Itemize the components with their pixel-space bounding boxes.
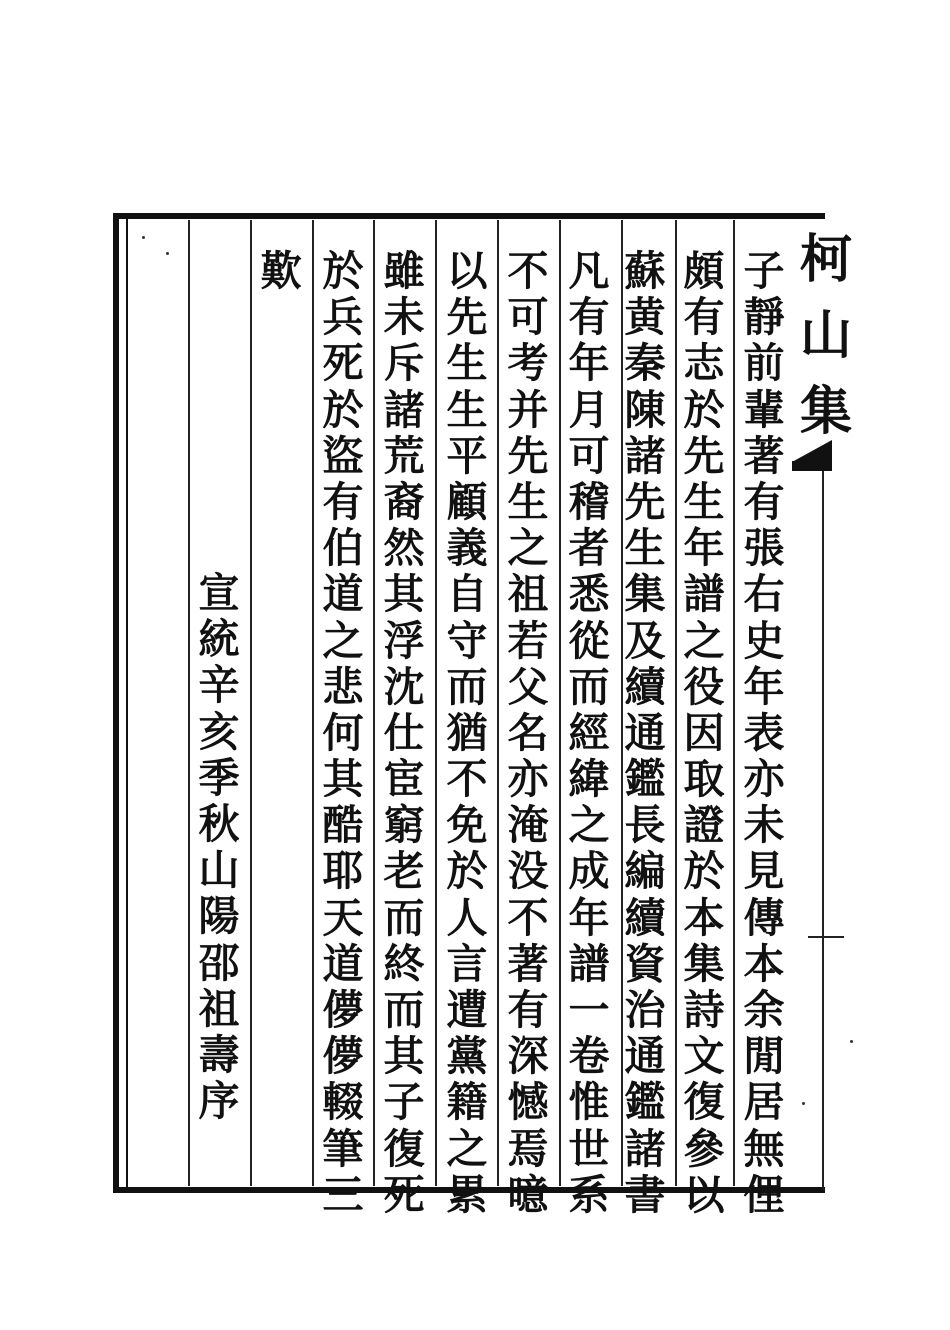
text-char: 續: [624, 662, 666, 711]
text-char: 平: [446, 431, 488, 480]
text-char: 可: [507, 293, 549, 342]
text-char: 右: [743, 570, 785, 619]
text-char: 年: [568, 339, 610, 388]
text-column-7: [373, 248, 435, 1218]
text-char: 無: [743, 1124, 785, 1173]
text-char: 役: [683, 662, 725, 711]
text-char: 悉: [568, 570, 610, 619]
text-char: 生: [446, 339, 488, 388]
text-char: 考: [507, 339, 549, 388]
text-char: 仕: [383, 708, 425, 757]
text-char: 人: [446, 893, 488, 942]
text-char: 兵: [322, 293, 364, 342]
text-char: 文: [683, 1032, 725, 1081]
speck: [166, 252, 169, 255]
text-char: 荒: [383, 431, 425, 480]
text-char: 裔: [383, 477, 425, 526]
text-char: 歎: [260, 247, 302, 295]
text-char: 於: [683, 385, 725, 434]
text-char: 先: [507, 431, 549, 480]
text-char: 天: [322, 893, 364, 942]
text-char: 本: [743, 939, 785, 988]
text-char: 之: [507, 524, 549, 573]
text-char: 子: [743, 247, 785, 295]
text-char: 未: [383, 293, 425, 342]
text-char: 老: [383, 847, 425, 896]
text-char: 復: [383, 1124, 425, 1173]
text-char: 遭: [446, 986, 488, 1034]
text-char: 生: [624, 524, 666, 573]
text-char: 顧: [446, 477, 488, 526]
text-char: 義: [446, 524, 488, 573]
text-char: 惟: [568, 1078, 610, 1127]
text-char: 亦: [743, 755, 785, 804]
text-char: 斥: [383, 339, 425, 388]
text-char: 著: [507, 939, 549, 988]
text-char: 邵: [198, 938, 240, 987]
text-char: 其: [322, 755, 364, 804]
text-char: 以: [683, 1170, 725, 1219]
text-char: 書: [624, 1170, 666, 1219]
text-char: 其: [383, 570, 425, 619]
text-char: 沈: [383, 662, 425, 711]
text-char: 累: [446, 1170, 488, 1219]
text-char: 先: [683, 431, 725, 480]
text-char: 父: [507, 662, 549, 711]
text-char: 鑑: [624, 1078, 666, 1127]
text-char: 窮: [383, 801, 425, 850]
text-char: 諸: [624, 1124, 666, 1173]
text-column-8: [312, 248, 374, 1218]
text-char: 名: [507, 708, 549, 757]
text-char: 筆: [322, 1124, 364, 1173]
text-char: 悲: [322, 662, 364, 711]
text-char: 表: [743, 708, 785, 757]
text-char: 輟: [322, 1078, 364, 1127]
text-char: 不: [446, 755, 488, 804]
text-char: 有: [507, 986, 549, 1034]
text-char: 陳: [624, 385, 666, 434]
text-char: 而: [383, 986, 425, 1034]
text-char: 宦: [383, 755, 425, 804]
text-char: 酷: [322, 801, 364, 850]
text-char: 宣: [198, 569, 240, 617]
text-char: 余: [743, 986, 785, 1034]
text-char: 亦: [507, 755, 549, 804]
text-char: 志: [683, 339, 725, 388]
text-char: 祖: [507, 570, 549, 619]
text-char: 凡: [568, 247, 610, 295]
text-char: 伯: [322, 524, 364, 573]
text-column-10: [188, 570, 250, 1124]
text-char: 於: [446, 847, 488, 896]
text-char: 不: [507, 893, 549, 942]
text-char: 續: [624, 893, 666, 942]
text-char: 譜: [683, 570, 725, 619]
text-char: 何: [322, 708, 364, 757]
text-char: 憾: [507, 1078, 549, 1127]
text-char: 參: [683, 1124, 725, 1173]
text-char: 耶: [322, 847, 364, 896]
text-char: 黄: [624, 293, 666, 342]
text-char: 死: [322, 339, 364, 388]
text-char: 有: [743, 477, 785, 526]
text-char: 其: [383, 1032, 425, 1081]
text-char: 集: [683, 939, 725, 988]
text-char: 猶: [446, 708, 488, 757]
text-char: 復: [683, 1078, 725, 1127]
text-char: 秦: [624, 339, 666, 388]
text-char: 諸: [383, 385, 425, 434]
text-char: 資: [624, 939, 666, 988]
text-char: 季: [198, 753, 240, 802]
text-char: 及: [624, 616, 666, 665]
text-char: 年: [683, 524, 725, 573]
text-char: 靜: [743, 293, 785, 342]
text-char: 經: [568, 708, 610, 757]
text-char: 焉: [507, 1124, 549, 1173]
text-char: 鑑: [624, 755, 666, 804]
text-char: 治: [624, 986, 666, 1034]
text-char: 於: [322, 385, 364, 434]
text-char: 從: [568, 616, 610, 665]
text-char: 序: [198, 1077, 240, 1126]
text-char: 噫: [507, 1170, 549, 1219]
speck: [142, 236, 145, 239]
text-char: 譜: [568, 939, 610, 988]
text-char: 之: [568, 801, 610, 850]
text-char: 月: [568, 385, 610, 434]
text-char: 以: [446, 247, 488, 295]
text-char: 張: [743, 524, 785, 573]
text-char: 之: [322, 616, 364, 665]
text-char: 之: [446, 1124, 488, 1173]
text-char: 并: [507, 385, 549, 434]
text-char: 稽: [568, 477, 610, 526]
text-char: 集: [624, 570, 666, 619]
text-char: 浮: [383, 616, 425, 665]
text-char: 年: [568, 893, 610, 942]
text-char: 亥: [198, 707, 240, 756]
text-char: 子: [383, 1078, 425, 1127]
text-char: 終: [383, 939, 425, 988]
text-char: 諸: [624, 431, 666, 480]
text-column-9: [250, 248, 312, 294]
edge-title-char: 集: [800, 381, 853, 442]
text-char: 免: [446, 801, 488, 850]
fore-edge-tick: [808, 936, 844, 938]
text-char: 之: [683, 616, 725, 665]
text-char: 有: [568, 293, 610, 342]
fore-edge-title: [800, 222, 853, 450]
text-char: 蘇: [624, 247, 666, 295]
text-char: 年: [743, 662, 785, 711]
text-char: 生: [446, 385, 488, 434]
text-char: 傳: [743, 893, 785, 942]
text-char: 緯: [568, 755, 610, 804]
speck: [802, 1102, 805, 1105]
text-char: 有: [683, 293, 725, 342]
text-char: 未: [743, 801, 785, 850]
edge-title-char: 山: [800, 305, 853, 366]
text-char: 辛: [198, 661, 240, 710]
text-char: 前: [743, 339, 785, 388]
text-char: 統: [198, 615, 240, 664]
text-column-6: [436, 248, 498, 1218]
text-char: 因: [683, 708, 725, 757]
edge-title-char: 柯: [800, 229, 853, 290]
text-char: 而: [383, 893, 425, 942]
text-char: 祖: [198, 984, 240, 1033]
text-char: 先: [624, 477, 666, 526]
text-char: 三: [322, 1170, 364, 1219]
text-char: 儚: [322, 986, 364, 1034]
text-char: 不: [507, 247, 549, 295]
text-char: 有: [322, 477, 364, 526]
text-char: 死: [383, 1170, 425, 1219]
text-char: 長: [624, 801, 666, 850]
text-char: 居: [743, 1078, 785, 1127]
text-char: 先: [446, 293, 488, 342]
text-column-3: [614, 248, 676, 1218]
text-char: 山: [198, 846, 240, 895]
text-column-2: [673, 248, 735, 1218]
text-char: 而: [446, 662, 488, 711]
text-char: 史: [743, 616, 785, 665]
text-char: 生: [683, 477, 725, 526]
text-char: 俚: [743, 1170, 785, 1219]
text-char: 而: [568, 662, 610, 711]
text-char: 自: [446, 570, 488, 619]
text-char: 黨: [446, 1032, 488, 1081]
text-char: 没: [507, 847, 549, 896]
text-char: 淹: [507, 801, 549, 850]
text-char: 盜: [322, 431, 364, 480]
text-char: 於: [322, 247, 364, 295]
text-char: 然: [383, 524, 425, 573]
text-char: 詩: [683, 986, 725, 1034]
text-char: 證: [683, 801, 725, 850]
text-char: 深: [507, 1032, 549, 1081]
text-char: 見: [743, 847, 785, 896]
text-column-1: [733, 248, 795, 1218]
text-char: 著: [743, 431, 785, 480]
text-char: 者: [568, 524, 610, 573]
text-char: 通: [624, 708, 666, 757]
text-char: 成: [568, 847, 610, 896]
text-char: 雖: [383, 247, 425, 295]
text-char: 取: [683, 755, 725, 804]
text-char: 籍: [446, 1078, 488, 1127]
text-char: 輩: [743, 385, 785, 434]
text-char: 秋: [198, 799, 240, 848]
speck: [850, 1040, 853, 1043]
text-char: 陽: [198, 892, 240, 941]
text-char: 言: [446, 939, 488, 988]
text-char: 編: [624, 847, 666, 896]
text-char: 一: [568, 986, 610, 1034]
fish-tail-block: [792, 461, 832, 471]
text-char: 系: [568, 1170, 610, 1219]
fore-edge-rule: [822, 470, 824, 1190]
text-char: 儚: [322, 1032, 364, 1081]
text-char: 世: [568, 1124, 610, 1173]
column-rule: [250, 220, 252, 1186]
text-char: 可: [568, 431, 610, 480]
text-char: 於: [683, 847, 725, 896]
inner-border-line: [126, 219, 128, 1187]
text-char: 本: [683, 893, 725, 942]
text-char: 生: [507, 477, 549, 526]
text-char: 若: [507, 616, 549, 665]
text-column-5: [497, 248, 559, 1218]
text-char: 閒: [743, 1032, 785, 1081]
text-char: 壽: [198, 1030, 240, 1079]
text-column-4: [558, 248, 620, 1218]
text-char: 頗: [683, 247, 725, 295]
text-char: 道: [322, 939, 364, 988]
text-char: 通: [624, 1032, 666, 1081]
text-char: 守: [446, 616, 488, 665]
text-char: 卷: [568, 1032, 610, 1081]
text-char: 道: [322, 570, 364, 619]
